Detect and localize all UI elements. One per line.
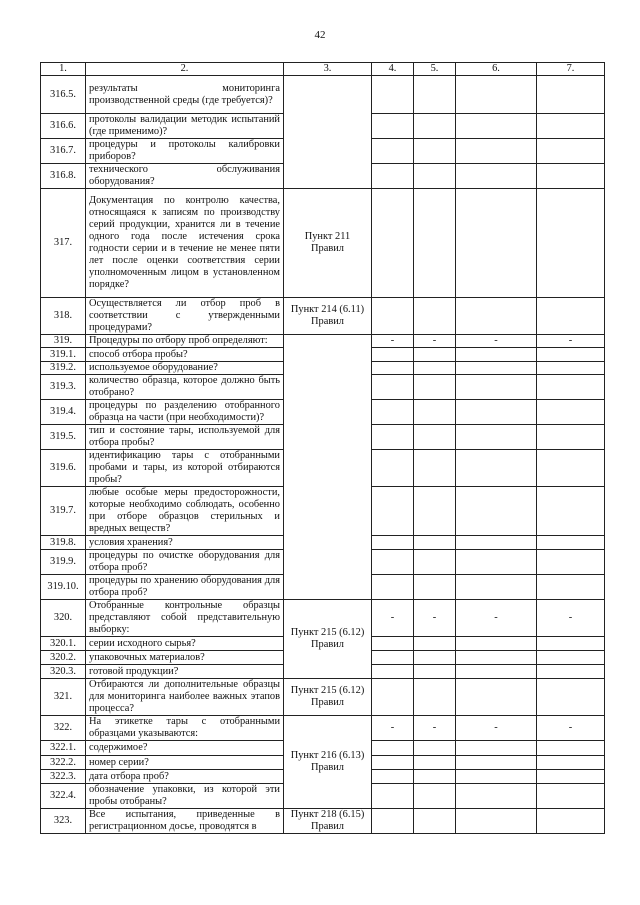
answer-cell[interactable] [372, 770, 414, 784]
answer-cell[interactable] [414, 139, 456, 164]
row-number: 319.1. [41, 348, 86, 362]
row-number: 319.3. [41, 375, 86, 400]
reference-cell: Пункт 218 (6.15) Правил [284, 809, 372, 834]
answer-cell[interactable] [537, 400, 605, 425]
reference-cell: Пункт 216 (6.13) Правил [284, 716, 372, 809]
row-number: 319.2. [41, 362, 86, 375]
question-text: используемое оборудование? [86, 362, 284, 375]
answer-cell[interactable] [456, 450, 537, 487]
answer-cell[interactable] [537, 362, 605, 375]
answer-cell[interactable] [537, 139, 605, 164]
answer-cell[interactable] [456, 189, 537, 298]
answer-cell[interactable] [456, 809, 537, 834]
answer-cell[interactable] [414, 298, 456, 335]
answer-cell[interactable] [414, 335, 456, 348]
row-number: 316.7. [41, 139, 86, 164]
row-number: 320. [41, 600, 86, 637]
col-header: 1. [41, 63, 86, 76]
answer-cell[interactable] [414, 575, 456, 600]
answer-cell[interactable] [537, 335, 605, 348]
answer-cell[interactable] [414, 487, 456, 536]
answer-cell[interactable] [456, 637, 537, 651]
question-text: тип и состояние тары, используемой для отбора пробы? [86, 425, 284, 450]
answer-cell[interactable] [456, 487, 537, 536]
row-number: 316.5. [41, 76, 86, 114]
row-number: 323. [41, 809, 86, 834]
row-number: 317. [41, 189, 86, 298]
question-text: Документация по контролю качества, относящаяся к записям по производству серий продукции, хранится ли в течение одного года после истечения срока годности серии и в течение не менее пяти лет после оценки соответствия серии уполномоченным лицом в установленном порядке? [86, 189, 284, 298]
question-text: способ отбора пробы? [86, 348, 284, 362]
col-header: 3. [284, 63, 372, 76]
answer-cell[interactable] [414, 770, 456, 784]
answer-cell[interactable] [414, 679, 456, 716]
question-text: Все испытания, приведенные в регистрационном досье, проводятся в [86, 809, 284, 834]
answer-cell[interactable] [456, 362, 537, 375]
question-text: процедуры по хранению оборудования для отбора проб? [86, 575, 284, 600]
reference-cell: Пункт 215 (6.12) Правил [284, 679, 372, 716]
row-number: 319. [41, 335, 86, 348]
dash-mark: - [390, 612, 395, 623]
answer-cell[interactable] [537, 189, 605, 298]
answer-cell[interactable] [414, 189, 456, 298]
answer-cell[interactable] [414, 600, 456, 637]
answer-cell[interactable] [456, 348, 537, 362]
reference-cell: Пункт 214 (6.11) Правил [284, 298, 372, 335]
question-text: Отобранные контрольные образцы представляют собой представительную выборку: [86, 600, 284, 637]
answer-cell[interactable] [456, 139, 537, 164]
answer-cell[interactable] [372, 139, 414, 164]
answer-cell[interactable] [537, 716, 605, 741]
answer-cell[interactable] [414, 756, 456, 770]
answer-cell[interactable] [372, 600, 414, 637]
answer-cell[interactable] [372, 637, 414, 651]
table-row [41, 600, 605, 637]
answer-cell[interactable] [456, 651, 537, 665]
answer-cell[interactable] [372, 298, 414, 335]
answer-cell[interactable] [414, 348, 456, 362]
table-row [41, 335, 605, 348]
question-text: готовой продукции? [86, 665, 284, 679]
answer-cell[interactable] [537, 425, 605, 450]
question-text: Процедуры по отбору проб определяют: [86, 335, 284, 348]
answer-cell[interactable] [537, 575, 605, 600]
dash-mark: - [568, 722, 573, 733]
answer-cell[interactable] [414, 76, 456, 114]
question-text: процедуры по разделению отобранного образца на части (при необходимости)? [86, 400, 284, 425]
answer-cell[interactable] [456, 665, 537, 679]
answer-cell[interactable] [414, 164, 456, 189]
table-row [41, 809, 605, 834]
row-number: 319.7. [41, 487, 86, 536]
answer-cell[interactable] [537, 741, 605, 756]
header-row [41, 63, 605, 76]
dash-mark: - [568, 612, 573, 623]
answer-cell[interactable] [537, 756, 605, 770]
row-number: 319.8. [41, 536, 86, 550]
answer-cell[interactable] [372, 716, 414, 741]
answer-cell[interactable] [456, 536, 537, 550]
table-row [41, 679, 605, 716]
question-text: На этикетке тары с отобранными образцами указываются: [86, 716, 284, 741]
answer-cell[interactable] [537, 114, 605, 139]
answer-cell[interactable] [537, 665, 605, 679]
answer-cell[interactable] [537, 679, 605, 716]
dash-mark: - [494, 335, 498, 346]
answer-cell[interactable] [372, 348, 414, 362]
answer-cell[interactable] [372, 400, 414, 425]
answer-cell[interactable] [456, 400, 537, 425]
table-row [41, 189, 605, 298]
answer-cell[interactable] [372, 362, 414, 375]
answer-cell[interactable] [537, 298, 605, 335]
row-number: 319.10. [41, 575, 86, 600]
table-row [41, 298, 605, 335]
answer-cell[interactable] [456, 784, 537, 809]
question-text: процедуры и протоколы калибровки приборов? [86, 139, 284, 164]
answer-cell[interactable] [414, 809, 456, 834]
answer-cell[interactable] [537, 375, 605, 400]
row-number: 321. [41, 679, 86, 716]
row-number: 322.1. [41, 741, 86, 756]
answer-cell[interactable] [372, 741, 414, 756]
col-header: 2. [86, 63, 284, 76]
answer-cell[interactable] [456, 550, 537, 575]
answer-cell[interactable] [372, 651, 414, 665]
reference-cell [284, 76, 372, 189]
answer-cell[interactable] [414, 550, 456, 575]
question-text: процедуры по очистке оборудования для отбора проб? [86, 550, 284, 575]
answer-cell[interactable] [456, 375, 537, 400]
answer-cell[interactable] [414, 665, 456, 679]
answer-cell[interactable] [372, 450, 414, 487]
question-text: содержимое? [86, 741, 284, 756]
answer-cell[interactable] [414, 450, 456, 487]
question-text: обозначение упаковки, из которой эти пробы отобраны? [86, 784, 284, 809]
answer-cell[interactable] [537, 809, 605, 834]
row-number: 320.1. [41, 637, 86, 651]
answer-cell[interactable] [537, 550, 605, 575]
dash-mark: - [390, 722, 395, 733]
answer-cell[interactable] [414, 741, 456, 756]
answer-cell[interactable] [372, 425, 414, 450]
question-text: количество образца, которое должно быть отобрано? [86, 375, 284, 400]
answer-cell[interactable] [414, 651, 456, 665]
reference-cell: Пункт 215 (6.12) Правил [284, 600, 372, 679]
row-number: 316.8. [41, 164, 86, 189]
row-number: 318. [41, 298, 86, 335]
row-number: 319.6. [41, 450, 86, 487]
question-text: условия хранения? [86, 536, 284, 550]
answer-cell[interactable] [456, 716, 537, 741]
answer-cell[interactable] [414, 425, 456, 450]
question-text: результаты мониторинга производственной среды (где требуется)? [86, 76, 284, 114]
answer-cell[interactable] [372, 164, 414, 189]
answer-cell[interactable] [537, 164, 605, 189]
dash-mark: - [432, 612, 437, 623]
dash-mark: - [432, 335, 437, 346]
row-number: 322.4. [41, 784, 86, 809]
col-header: 6. [456, 63, 537, 76]
page-number: 42 [314, 29, 326, 41]
answer-cell[interactable] [372, 189, 414, 298]
answer-cell[interactable] [414, 784, 456, 809]
answer-cell[interactable] [537, 348, 605, 362]
question-text: протоколы валидации методик испытаний (где применимо)? [86, 114, 284, 139]
answer-cell[interactable] [372, 809, 414, 834]
dash-mark: - [494, 612, 498, 623]
row-number: 322.2. [41, 756, 86, 770]
answer-cell[interactable] [414, 375, 456, 400]
answer-cell[interactable] [414, 536, 456, 550]
col-header: 4. [372, 63, 414, 76]
reference-cell [284, 335, 372, 600]
answer-cell[interactable] [372, 756, 414, 770]
answer-cell[interactable] [537, 770, 605, 784]
answer-cell[interactable] [372, 114, 414, 139]
answer-cell[interactable] [537, 536, 605, 550]
dash-mark: - [432, 722, 437, 733]
row-number: 322. [41, 716, 86, 741]
answer-cell[interactable] [456, 679, 537, 716]
answer-cell[interactable] [372, 76, 414, 114]
answer-cell[interactable] [456, 756, 537, 770]
answer-cell[interactable] [537, 76, 605, 114]
question-text: Осуществляется ли отбор проб в соответствии с утвержденными процедурами? [86, 298, 284, 335]
answer-cell[interactable] [372, 375, 414, 400]
dash-mark: - [568, 335, 573, 346]
answer-cell[interactable] [414, 400, 456, 425]
answer-cell[interactable] [372, 575, 414, 600]
answer-cell[interactable] [456, 575, 537, 600]
row-number: 319.4. [41, 400, 86, 425]
question-text: технического обслуживания оборудования? [86, 164, 284, 189]
dash-mark: - [494, 722, 498, 733]
question-text: номер серии? [86, 756, 284, 770]
answer-cell[interactable] [456, 770, 537, 784]
answer-cell[interactable] [372, 679, 414, 716]
answer-cell[interactable] [414, 114, 456, 139]
answer-cell[interactable] [537, 784, 605, 809]
answer-cell[interactable] [537, 637, 605, 651]
reference-cell: Пункт 211 Правил [284, 189, 372, 298]
row-number: 316.6. [41, 114, 86, 139]
answer-cell[interactable] [456, 114, 537, 139]
question-text: дата отбора проб? [86, 770, 284, 784]
row-number: 319.9. [41, 550, 86, 575]
answer-cell[interactable] [456, 164, 537, 189]
answer-cell[interactable] [456, 425, 537, 450]
dash-mark: - [390, 335, 395, 346]
row-number: 320.2. [41, 651, 86, 665]
answer-cell[interactable] [537, 600, 605, 637]
answer-cell[interactable] [372, 550, 414, 575]
answer-cell[interactable] [414, 716, 456, 741]
question-text: идентификацию тары с отобранными пробами и тары, из которой отбираются пробы? [86, 450, 284, 487]
answer-cell[interactable] [372, 335, 414, 348]
answer-cell[interactable] [372, 784, 414, 809]
col-header: 7. [537, 63, 605, 76]
answer-cell[interactable] [456, 76, 537, 114]
answer-cell[interactable] [456, 298, 537, 335]
answer-cell[interactable] [456, 335, 537, 348]
answer-cell[interactable] [414, 637, 456, 651]
answer-cell[interactable] [537, 450, 605, 487]
answer-cell[interactable] [537, 651, 605, 665]
row-number: 320.3. [41, 665, 86, 679]
question-text: Отбираются ли дополнительные образцы для мониторинга наиболее важных этапов процесса? [86, 679, 284, 716]
col-header: 5. [414, 63, 456, 76]
answer-cell[interactable] [456, 741, 537, 756]
question-text: упаковочных материалов? [86, 651, 284, 665]
row-number: 322.3. [41, 770, 86, 784]
table-row [41, 76, 605, 114]
question-text: любые особые меры предосторожности, которые необходимо соблюдать, особенно при отборе образцов стерильных и вредных веществ? [86, 487, 284, 536]
answer-cell[interactable] [537, 487, 605, 536]
answer-cell[interactable] [372, 665, 414, 679]
answer-cell[interactable] [372, 536, 414, 550]
table-row [41, 716, 605, 741]
row-number: 319.5. [41, 425, 86, 450]
checklist-table [40, 62, 605, 834]
answer-cell[interactable] [414, 362, 456, 375]
answer-cell[interactable] [372, 487, 414, 536]
question-text: серии исходного сырья? [86, 637, 284, 651]
answer-cell[interactable] [456, 600, 537, 637]
